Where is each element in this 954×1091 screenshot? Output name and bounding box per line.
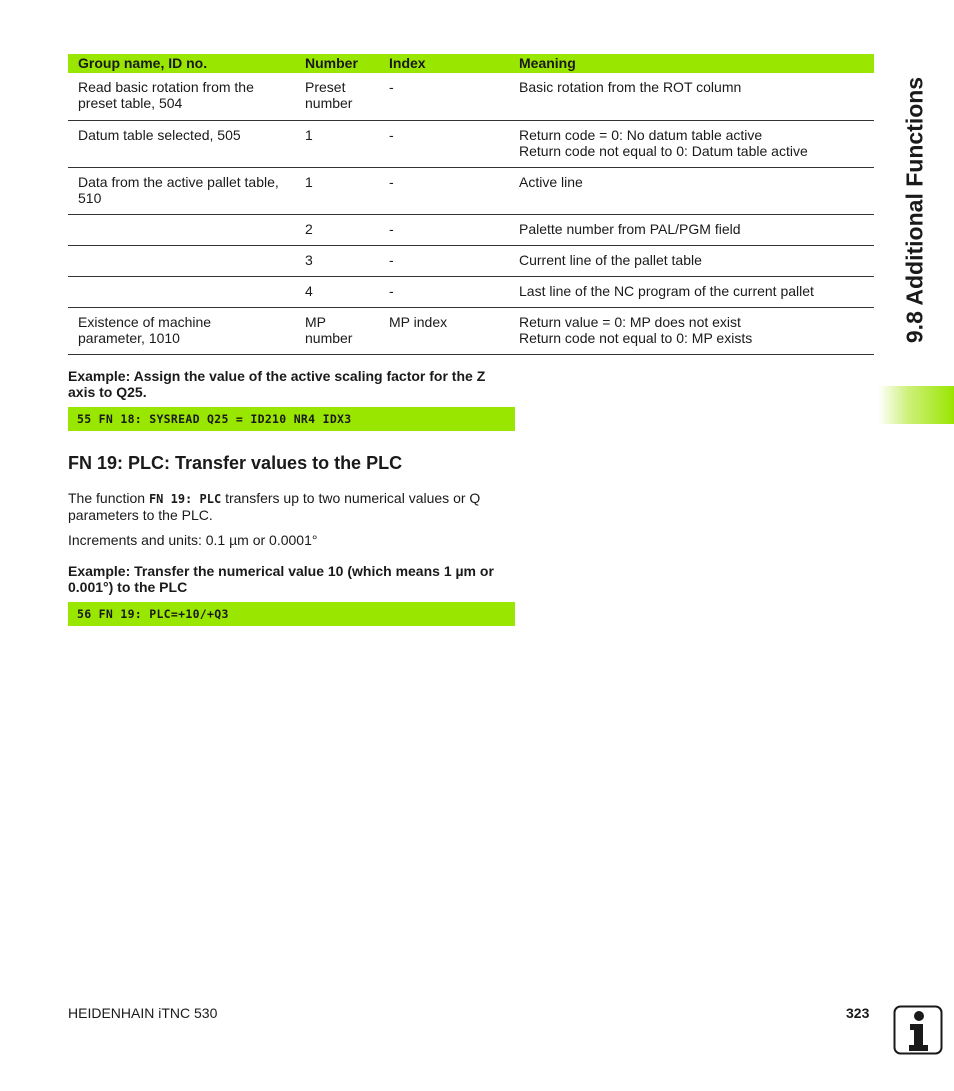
example2-caption bbox=[68, 563, 515, 595]
cell-group: Data from the active pallet table, 510 bbox=[78, 174, 279, 206]
section-heading: FN 19: PLC: Transfer values to the PLC bbox=[68, 453, 403, 473]
info-icon bbox=[893, 1005, 943, 1055]
cell-index: - bbox=[389, 79, 394, 95]
table-row bbox=[68, 215, 874, 246]
cell-index: - bbox=[389, 283, 394, 299]
chapter-tab bbox=[878, 386, 954, 424]
cell-number: 4 bbox=[305, 283, 313, 299]
p1-after: transfers up to two numerical values or Q bbox=[221, 490, 481, 506]
paragraph-function bbox=[68, 490, 515, 523]
example2-code: 56 FN 19: PLC=+10/+Q3 bbox=[68, 602, 515, 626]
table-header bbox=[68, 54, 874, 73]
page-number: 323 bbox=[846, 1005, 870, 1021]
cell-group: Datum table selected, 505 bbox=[78, 127, 241, 143]
header-meaning: Meaning bbox=[519, 55, 576, 71]
paragraph-line2: parameters to the PLC. bbox=[68, 507, 213, 523]
cell-meaning: Last line of the NC program of the current pallet bbox=[519, 283, 814, 299]
cell-meaning: Basic rotation from the ROT column bbox=[519, 79, 742, 95]
cell-group: Read basic rotation from the preset table, 504 bbox=[78, 79, 254, 111]
table-row bbox=[68, 168, 874, 215]
cell-meaning: Return value = 0: MP does not exist Return code not equal to 0: MP exists bbox=[519, 314, 753, 346]
cell-meaning: Palette number from PAL/PGM field bbox=[519, 221, 741, 237]
p1-before: The function bbox=[68, 490, 149, 506]
cell-number: 1 bbox=[305, 127, 313, 143]
example2-line1: Example: Transfer the numerical value 10 (which means 1 µm or bbox=[68, 563, 494, 579]
cell-group: Existence of machine parameter, 1010 bbox=[78, 314, 212, 346]
table-row bbox=[68, 277, 874, 308]
cell-index: - bbox=[389, 127, 394, 143]
cell-number: 3 bbox=[305, 252, 313, 268]
table-row bbox=[68, 121, 874, 168]
table-row bbox=[68, 246, 874, 277]
cell-index: - bbox=[389, 252, 394, 268]
cell-index: - bbox=[389, 174, 394, 190]
cell-meaning: Return code = 0: No datum table active Return code not equal to 0: Datum table active bbox=[519, 127, 808, 159]
example1-line1: Example: Assign the value of the active scaling factor for the Z bbox=[68, 368, 486, 384]
sidebar-title-text: 9.8 Additional Functions bbox=[901, 76, 928, 344]
header-number: Number bbox=[305, 55, 358, 71]
cell-index: MP index bbox=[389, 314, 448, 330]
sidebar-chapter-title bbox=[895, 76, 935, 344]
function-table bbox=[68, 54, 874, 355]
example1-code: 55 FN 18: SYSREAD Q25 = ID210 NR4 IDX3 bbox=[68, 407, 515, 431]
cell-number: MP number bbox=[305, 314, 353, 346]
footer-manual-name: HEIDENHAIN iTNC 530 bbox=[68, 1005, 218, 1021]
table-row bbox=[68, 308, 874, 355]
cell-number: Preset number bbox=[305, 79, 353, 111]
table-row bbox=[68, 73, 874, 121]
paragraph-line1 bbox=[68, 490, 515, 507]
cell-number: 1 bbox=[305, 174, 313, 190]
cell-meaning: Active line bbox=[519, 174, 583, 190]
cell-meaning: Current line of the pallet table bbox=[519, 252, 702, 268]
example1-caption bbox=[68, 368, 515, 400]
header-index: Index bbox=[389, 55, 426, 71]
example2-line2: 0.001°) to the PLC bbox=[68, 579, 188, 595]
cell-number: 2 bbox=[305, 221, 313, 237]
header-group: Group name, ID no. bbox=[78, 55, 208, 71]
paragraph-increments: Increments and units: 0.1 µm or 0.0001° bbox=[68, 532, 318, 548]
example1-line2: axis to Q25. bbox=[68, 384, 147, 400]
cell-index: - bbox=[389, 221, 394, 237]
p1-code: FN 19: PLC bbox=[148, 492, 222, 506]
